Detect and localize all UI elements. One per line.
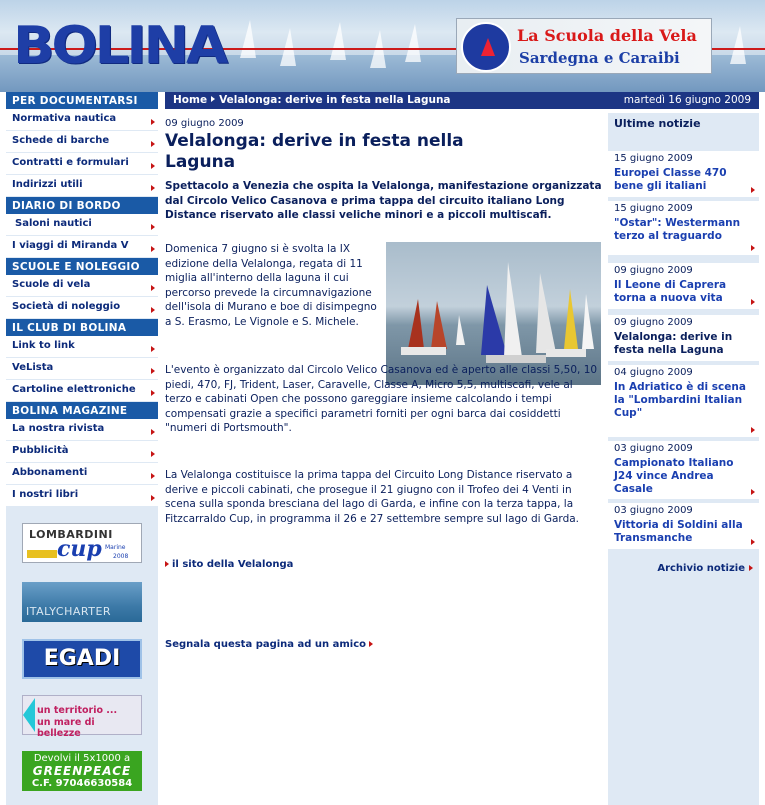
chevron-right-icon (151, 141, 155, 147)
header-sail-decoration (330, 22, 346, 60)
lombardini-cup-banner[interactable] (22, 523, 142, 563)
chevron-right-icon (751, 539, 755, 545)
sidebar-item-label: Normativa nautica (12, 113, 117, 124)
article-paragraph: Domenica 7 giugno si è svolta la IX edizione della Velalonga, regata di 11 miglia all'interno della laguna il cui percorso prevede la circumnavigazione dell'isola di Murano e boe di disimpegno a S. Erasmo, Le Vignole e S. Michele. (165, 243, 377, 328)
news-title: In Adriatico è di scena la "Lombardini Italian Cup" (614, 381, 746, 419)
chevron-right-icon (369, 641, 373, 647)
banner-text: EGADI (43, 646, 121, 671)
header-sail-decoration (730, 26, 746, 64)
news-title: Europei Classe 470 bene gli italiani (614, 167, 727, 192)
banner-text: Marine (105, 544, 126, 551)
hull-shape (486, 355, 546, 363)
current-date: martedì 16 giugno 2009 (623, 94, 751, 106)
sidebar-item-scuole-di-vela[interactable] (6, 275, 158, 297)
news-sidebar (608, 113, 759, 805)
banner-text: 2008 (113, 553, 129, 560)
left-sidebar (6, 92, 158, 805)
sidebar-item-velista[interactable] (6, 358, 158, 380)
sidebar-item-cartoline-elettroniche[interactable] (6, 380, 158, 402)
sidebar-item-label: Società di noleggio (12, 301, 121, 312)
news-title: Campionato Italiano J24 vince Andrea Casale (614, 457, 734, 495)
chevron-right-icon (151, 246, 155, 252)
news-date: 09 giugno 2009 (614, 317, 693, 328)
chevron-right-icon (751, 427, 755, 433)
banner-text: C.F. 97046630584 (31, 778, 133, 789)
chevron-right-icon (151, 390, 155, 396)
news-item-current[interactable] (608, 315, 759, 361)
chevron-right-icon (751, 245, 755, 251)
sidebar-item-i-nostri-libri[interactable] (6, 485, 158, 507)
news-item[interactable] (608, 365, 759, 437)
sail-shape (408, 299, 424, 349)
sidebar-item-label: Schede di barche (12, 135, 110, 146)
chevron-right-icon (151, 346, 155, 352)
hull-shape (546, 349, 586, 357)
sidebar-item-label: Saloni nautici (15, 218, 92, 229)
news-date: 15 giugno 2009 (614, 153, 693, 164)
sidebar-item-label: Link to link (12, 340, 75, 351)
chevron-right-icon (151, 224, 155, 230)
sidebar-item-label: VeLista (12, 362, 54, 373)
news-item[interactable] (608, 503, 759, 549)
article-paragraph: La Velalonga costituisce la prima tappa del Circuito Long Distance riservato a derive e piccoli cabinati, che prosegue il 21 giugno con il Trofeo dei 4 Venti in scena sulla sponda bresciana del lago di Garda, e infine con la terza tappa, la Fitzcarraldo Cup, in programma il 26 e 27 settembre sempre sul lago di Garda. (165, 469, 580, 525)
news-item[interactable] (608, 201, 759, 255)
velalonga-site-link[interactable] (165, 559, 293, 570)
chevron-right-icon (151, 473, 155, 479)
news-title: "Ostar": Westermann terzo al traguardo (614, 217, 741, 242)
sidebar-item-schede-di-barche[interactable] (6, 131, 158, 153)
sidebar-item-label: I viaggi di Miranda V (12, 240, 129, 251)
banner-text: un mare di bellezze (37, 717, 95, 739)
sidebar-item-viaggi-di-miranda[interactable] (6, 236, 158, 258)
chevron-right-icon (211, 96, 215, 102)
chevron-right-icon (751, 489, 755, 495)
news-date: 09 giugno 2009 (614, 265, 693, 276)
news-item[interactable] (608, 441, 759, 499)
header-sail-decoration (240, 20, 256, 58)
chevron-right-icon (151, 368, 155, 374)
sidebar-item-label: Pubblicità (12, 445, 69, 456)
site-header (0, 0, 765, 92)
sidebar-section-title: SCUOLE E NOLEGGIO (6, 258, 158, 275)
news-archive-link[interactable] (657, 563, 753, 574)
news-date: 04 giugno 2009 (614, 367, 693, 378)
sidebar-item-label: I nostri libri (12, 489, 79, 500)
news-date: 03 giugno 2009 (614, 505, 693, 516)
news-title: Velalonga: derive in festa nella Laguna (614, 331, 733, 356)
sail-shape (536, 273, 556, 353)
chevron-right-icon (151, 495, 155, 501)
sidebar-item-societa-di-noleggio[interactable] (6, 297, 158, 319)
sidebar-item-abbonamenti[interactable] (6, 463, 158, 485)
chevron-right-icon (751, 187, 755, 193)
share-page-link[interactable] (165, 639, 373, 650)
sidebar-item-label: Abbonamenti (12, 467, 88, 478)
sidebar-item-label: Contratti e formulari (12, 157, 129, 168)
egadi-banner[interactable] (22, 639, 142, 679)
banner-text: LOMBARDINI (29, 528, 113, 541)
sidebar-section-title: DIARIO DI BORDO (6, 197, 158, 214)
breadcrumb-home-link[interactable]: Home (173, 94, 208, 106)
chevron-right-icon (165, 561, 169, 567)
sidebar-item-normativa-nautica[interactable] (6, 109, 158, 131)
chevron-right-icon (151, 185, 155, 191)
sidebar-item-label: Cartoline elettroniche (12, 384, 136, 395)
sail-shape (582, 294, 594, 349)
chevron-right-icon (151, 429, 155, 435)
sidebar-item-label: La nostra rivista (12, 423, 105, 434)
chevron-right-icon (751, 299, 755, 305)
sidebar-item-contratti-e-formulari[interactable] (6, 153, 158, 175)
bolina-logo[interactable]: BOLINA (12, 16, 226, 76)
sailboat-icon (481, 38, 495, 56)
italycharter-banner[interactable] (22, 582, 142, 622)
news-date: 03 giugno 2009 (614, 443, 693, 454)
sidebar-item-la-nostra-rivista[interactable] (6, 419, 158, 441)
sidebar-section-title: BOLINA MAGAZINE (6, 402, 158, 419)
chevron-right-icon (151, 307, 155, 313)
banner-text: Devolvi il 5x1000 a (33, 753, 131, 764)
sail-shape (456, 315, 465, 345)
sidebar-item-saloni-nautici[interactable] (6, 214, 158, 236)
sail-shape (504, 262, 522, 357)
breadcrumb (165, 92, 759, 109)
news-item[interactable] (608, 263, 759, 309)
link-label: Archivio notizie (657, 563, 745, 574)
news-item[interactable] (608, 151, 759, 197)
hull-shape (401, 347, 446, 355)
sidebar-item-pubblicita[interactable] (6, 441, 158, 463)
article-date: 09 giugno 2009 (165, 118, 244, 129)
banner-text: GREENPEACE (32, 764, 132, 778)
chevron-right-icon (151, 163, 155, 169)
link-label: il sito della Velalonga (172, 559, 294, 570)
banner-text: cup (57, 536, 102, 562)
chevron-right-icon (151, 119, 155, 125)
article-paragraph: L'evento è organizzato dal Circolo Velico Casanova ed è aperto alle classi 5,50, 10 piedi, 470, FJ, Trident, Laser, Caravelle, Classe A, Micro 5,5, multiscafi, vele al terzo e cabinati Open che possono gareggiare insieme calcolando i tempi compensati grazie a specifici parametri forniti per ogni barca dai cosiddetti "numeri di Portsmouth". (165, 364, 598, 434)
sidebar-item-label: Indirizzi utili (12, 179, 83, 190)
banner-text: un territorio ... (37, 705, 118, 716)
header-sail-decoration (280, 28, 296, 66)
article-lead: Spettacolo a Venezia che ospita la Velalonga, manifestazione organizzata dal Circolo Velico Casanova e prima tappa del circuito italiano Long Distance riservato alle classi veliche minori e a piccoli multiscafi. (165, 180, 602, 221)
arrow-left-icon (23, 698, 35, 732)
ad-school-title: La Scuola della Vela (517, 26, 697, 45)
sidebar-item-label: Scuole di vela (12, 279, 91, 290)
scuola-vela-banner[interactable] (456, 18, 712, 74)
news-title: Vittoria di Soldini alla Transmanche (614, 519, 743, 544)
chevron-right-icon (151, 285, 155, 291)
territorio-banner[interactable] (22, 695, 142, 739)
greenpeace-banner[interactable] (22, 751, 142, 791)
banner-text: ITALYCHARTER (26, 605, 112, 618)
sailing-school-badge-icon (461, 22, 511, 72)
sail-shape (431, 301, 447, 349)
article-title: Velalonga: derive in festa nella Laguna (165, 131, 464, 172)
banner-decoration (27, 550, 57, 558)
breadcrumb-current: Velalonga: derive in festa nella Laguna (219, 94, 451, 106)
sidebar-section-title: PER DOCUMENTARSI (6, 92, 158, 109)
news-date: 15 giugno 2009 (614, 203, 693, 214)
news-title: Il Leone di Caprera torna a nuova vita (614, 279, 727, 304)
chevron-right-icon (749, 565, 753, 571)
sidebar-item-indirizzi-utili[interactable] (6, 175, 158, 197)
link-label: Segnala questa pagina ad un amico (165, 639, 367, 650)
sidebar-section-title: IL CLUB DI BOLINA (6, 319, 158, 336)
sidebar-item-link-to-link[interactable] (6, 336, 158, 358)
header-sail-decoration (405, 24, 421, 62)
chevron-right-icon (151, 451, 155, 457)
news-sidebar-title: Ultime notizie (614, 117, 701, 130)
sail-shape (564, 289, 578, 349)
ad-school-subtitle: Sardegna e Caraibi (519, 49, 680, 67)
